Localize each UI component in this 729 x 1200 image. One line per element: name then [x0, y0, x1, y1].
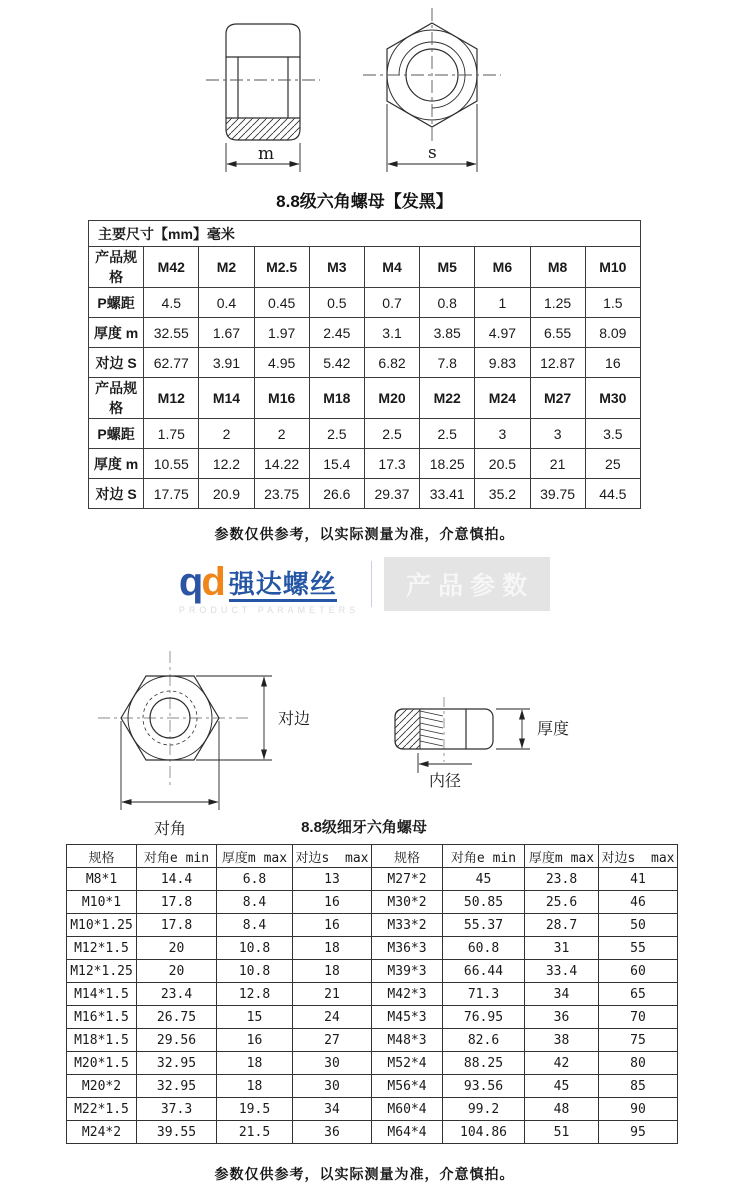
- value-cell: 62.77: [144, 348, 199, 378]
- value-cell: 90: [599, 1098, 678, 1121]
- value-cell: 44.5: [585, 479, 640, 509]
- value-cell: M24: [475, 378, 530, 419]
- dim-label-s: s: [428, 143, 437, 163]
- dim-label-across-flats: 对边: [278, 711, 311, 728]
- spec-row: [89, 247, 641, 288]
- value-cell: 2: [199, 419, 254, 449]
- column-header-cell: 规格: [372, 845, 443, 868]
- coarse-nut-technical-drawing: [0, 0, 729, 185]
- row-label-cell: 对边 S: [89, 479, 144, 509]
- value-cell: 0.5: [309, 288, 364, 318]
- value-cell: 50.85: [443, 891, 525, 914]
- fine-nut-technical-drawing: [0, 633, 729, 838]
- value-cell: M10: [585, 247, 640, 288]
- value-cell: 85: [599, 1075, 678, 1098]
- value-cell: M16: [254, 378, 309, 419]
- value-cell: 36: [293, 1121, 372, 1144]
- spec-row: [89, 348, 641, 378]
- spec-row: [67, 891, 678, 914]
- value-cell: 7.8: [420, 348, 475, 378]
- value-cell: M27: [530, 378, 585, 419]
- value-cell: 29.56: [137, 1029, 217, 1052]
- value-cell: 3.1: [364, 318, 419, 348]
- value-cell: 18: [293, 960, 372, 983]
- value-cell: 1.5: [585, 288, 640, 318]
- value-cell: 41: [599, 868, 678, 891]
- fine-thread-spec-table: [66, 844, 678, 1144]
- value-cell: 17.8: [137, 891, 217, 914]
- value-cell: 45: [443, 868, 525, 891]
- column-header-cell: 对角e min: [137, 845, 217, 868]
- value-cell: 3.91: [199, 348, 254, 378]
- value-cell: 18: [217, 1052, 293, 1075]
- value-cell: 4.97: [475, 318, 530, 348]
- value-cell: 20: [137, 960, 217, 983]
- coarse-thread-spec-table: [88, 220, 641, 509]
- dim-label-inner-diameter: 内径: [428, 773, 462, 790]
- value-cell: 17.75: [144, 479, 199, 509]
- value-cell: 50: [599, 914, 678, 937]
- value-cell: 0.8: [420, 288, 475, 318]
- value-cell: M14: [199, 378, 254, 419]
- value-cell: 27: [293, 1029, 372, 1052]
- size-spec-cell: M12*1.5: [67, 937, 137, 960]
- value-cell: 2: [254, 419, 309, 449]
- value-cell: 42: [525, 1052, 599, 1075]
- spec-row: [67, 1075, 678, 1098]
- value-cell: 99.2: [443, 1098, 525, 1121]
- value-cell: M3: [309, 247, 364, 288]
- size-spec-cell: M22*1.5: [67, 1098, 137, 1121]
- value-cell: 25: [585, 449, 640, 479]
- size-spec-cell: M12*1.25: [67, 960, 137, 983]
- spec-row: [67, 1121, 678, 1144]
- logo-letter-d: d: [201, 559, 226, 604]
- value-cell: 33.4: [525, 960, 599, 983]
- value-cell: 5.42: [309, 348, 364, 378]
- column-header-cell: 厚度m max: [217, 845, 293, 868]
- value-cell: 19.5: [217, 1098, 293, 1121]
- value-cell: 30: [293, 1075, 372, 1098]
- value-cell: 39.55: [137, 1121, 217, 1144]
- nut-side-view: [226, 24, 300, 140]
- spec-row: [89, 318, 641, 348]
- value-cell: 26.75: [137, 1006, 217, 1029]
- spec-row: [89, 449, 641, 479]
- dim-label-m: m: [258, 144, 275, 164]
- table-caption: 主要尺寸【mm】毫米: [89, 221, 641, 247]
- size-spec-cell: M42*3: [372, 983, 443, 1006]
- value-cell: 88.25: [443, 1052, 525, 1075]
- value-cell: 29.37: [364, 479, 419, 509]
- size-spec-cell: M56*4: [372, 1075, 443, 1098]
- value-cell: M12: [144, 378, 199, 419]
- column-header-cell: 规格: [67, 845, 137, 868]
- value-cell: 37.3: [137, 1098, 217, 1121]
- spec-row: [67, 914, 678, 937]
- spec-row: [89, 419, 641, 449]
- disclaimer-note-bottom: 参数仅供参考，以实际测量为准，介意慎拍。: [214, 1166, 515, 1182]
- dimension-thickness: [496, 709, 530, 749]
- value-cell: 55: [599, 937, 678, 960]
- value-cell: 6.82: [364, 348, 419, 378]
- value-cell: 32.95: [137, 1075, 217, 1098]
- dim-label-across-corners: 对角: [153, 821, 187, 838]
- dim-label-thickness: 厚度: [537, 721, 570, 738]
- value-cell: 3.5: [585, 419, 640, 449]
- spec-row: [89, 288, 641, 318]
- value-cell: 1: [475, 288, 530, 318]
- value-cell: 0.45: [254, 288, 309, 318]
- value-cell: 1.67: [199, 318, 254, 348]
- value-cell: 20: [137, 937, 217, 960]
- spec-row: [67, 1098, 678, 1121]
- spec-row: [89, 479, 641, 509]
- value-cell: 76.95: [443, 1006, 525, 1029]
- value-cell: 17.8: [137, 914, 217, 937]
- value-cell: 6.8: [217, 868, 293, 891]
- spec-row: [67, 937, 678, 960]
- value-cell: M18: [309, 378, 364, 419]
- size-spec-cell: M33*2: [372, 914, 443, 937]
- size-spec-cell: M39*3: [372, 960, 443, 983]
- spec-row: [67, 1029, 678, 1052]
- value-cell: 16: [217, 1029, 293, 1052]
- value-cell: 3: [530, 419, 585, 449]
- value-cell: 3: [475, 419, 530, 449]
- dimension-inner-diameter: [418, 753, 472, 773]
- value-cell: M5: [420, 247, 475, 288]
- value-cell: 32.95: [137, 1052, 217, 1075]
- value-cell: M6: [475, 247, 530, 288]
- value-cell: M8: [530, 247, 585, 288]
- column-header-cell: 对边s max: [599, 845, 678, 868]
- value-cell: 60.8: [443, 937, 525, 960]
- value-cell: 34: [525, 983, 599, 1006]
- size-spec-cell: M45*3: [372, 1006, 443, 1029]
- size-spec-cell: M10*1.25: [67, 914, 137, 937]
- value-cell: 18: [217, 1075, 293, 1098]
- brand-logo: [178, 559, 360, 615]
- value-cell: 23.8: [525, 868, 599, 891]
- value-cell: 93.56: [443, 1075, 525, 1098]
- size-spec-cell: M64*4: [372, 1121, 443, 1144]
- size-spec-cell: M18*1.5: [67, 1029, 137, 1052]
- spec-row: [67, 983, 678, 1006]
- value-cell: 9.83: [475, 348, 530, 378]
- value-cell: 95: [599, 1121, 678, 1144]
- size-spec-cell: M10*1: [67, 891, 137, 914]
- value-cell: 1.75: [144, 419, 199, 449]
- value-cell: 1.25: [530, 288, 585, 318]
- value-cell: 0.4: [199, 288, 254, 318]
- value-cell: 21: [293, 983, 372, 1006]
- value-cell: 25.6: [525, 891, 599, 914]
- value-cell: 2.5: [309, 419, 364, 449]
- value-cell: 45: [525, 1075, 599, 1098]
- value-cell: 36: [525, 1006, 599, 1029]
- value-cell: 12.2: [199, 449, 254, 479]
- row-label-cell: 产品规格: [89, 247, 144, 288]
- value-cell: 10.8: [217, 960, 293, 983]
- fine-table-header: [67, 845, 678, 868]
- row-label-cell: 对边 S: [89, 348, 144, 378]
- spec-row: [67, 960, 678, 983]
- row-label-cell: 产品规格: [89, 378, 144, 419]
- value-cell: 30: [293, 1052, 372, 1075]
- value-cell: 16: [293, 914, 372, 937]
- value-cell: 31: [525, 937, 599, 960]
- brand-name-cn: 强达螺丝: [229, 571, 337, 602]
- value-cell: 14.22: [254, 449, 309, 479]
- value-cell: 0.7: [364, 288, 419, 318]
- value-cell: 12.8: [217, 983, 293, 1006]
- section-banner-label: 产品参数: [384, 557, 550, 611]
- value-cell: 4.5: [144, 288, 199, 318]
- size-spec-cell: M16*1.5: [67, 1006, 137, 1029]
- value-cell: 2.45: [309, 318, 364, 348]
- value-cell: 10.55: [144, 449, 199, 479]
- value-cell: 39.75: [530, 479, 585, 509]
- column-header-cell: 对角e min: [443, 845, 525, 868]
- size-spec-cell: M36*3: [372, 937, 443, 960]
- column-header-cell: 厚度m max: [525, 845, 599, 868]
- value-cell: M2: [199, 247, 254, 288]
- spec-row: [67, 1052, 678, 1075]
- row-label-cell: 厚度 m: [89, 449, 144, 479]
- value-cell: M42: [144, 247, 199, 288]
- coarse-section-title: 8.8级六角螺母【发黑】: [276, 192, 453, 211]
- row-label-cell: P螺距: [89, 419, 144, 449]
- value-cell: 65: [599, 983, 678, 1006]
- row-label-cell: P螺距: [89, 288, 144, 318]
- value-cell: 13: [293, 868, 372, 891]
- value-cell: 20.9: [199, 479, 254, 509]
- value-cell: 1.97: [254, 318, 309, 348]
- value-cell: 15: [217, 1006, 293, 1029]
- dimension-across-corners: [121, 721, 219, 810]
- value-cell: 14.4: [137, 868, 217, 891]
- value-cell: 21: [530, 449, 585, 479]
- brand-banner: [0, 559, 729, 617]
- value-cell: 16: [585, 348, 640, 378]
- value-cell: 20.5: [475, 449, 530, 479]
- value-cell: 8.4: [217, 891, 293, 914]
- value-cell: 18.25: [420, 449, 475, 479]
- value-cell: 70: [599, 1006, 678, 1029]
- value-cell: 60: [599, 960, 678, 983]
- value-cell: 23.75: [254, 479, 309, 509]
- value-cell: 55.37: [443, 914, 525, 937]
- value-cell: M2.5: [254, 247, 309, 288]
- fine-section-title: 8.8级细牙六角螺母: [301, 819, 427, 836]
- spec-row: [67, 868, 678, 891]
- value-cell: 17.3: [364, 449, 419, 479]
- value-cell: 18: [293, 937, 372, 960]
- value-cell: M4: [364, 247, 419, 288]
- value-cell: 23.4: [137, 983, 217, 1006]
- size-spec-cell: M60*4: [372, 1098, 443, 1121]
- logo-letter-q: q: [178, 559, 202, 604]
- centerlines: [363, 8, 501, 142]
- value-cell: 80: [599, 1052, 678, 1075]
- table-caption-row: [89, 221, 641, 247]
- value-cell: 35.2: [475, 479, 530, 509]
- value-cell: 32.55: [144, 318, 199, 348]
- size-spec-cell: M48*3: [372, 1029, 443, 1052]
- value-cell: 24: [293, 1006, 372, 1029]
- brand-divider: [371, 561, 372, 607]
- value-cell: M30: [585, 378, 640, 419]
- size-spec-cell: M30*2: [372, 891, 443, 914]
- value-cell: 6.55: [530, 318, 585, 348]
- value-cell: 21.5: [217, 1121, 293, 1144]
- value-cell: 16: [293, 891, 372, 914]
- size-spec-cell: M24*2: [67, 1121, 137, 1144]
- value-cell: 48: [525, 1098, 599, 1121]
- value-cell: 2.5: [364, 419, 419, 449]
- spec-row: [67, 1006, 678, 1029]
- value-cell: 51: [525, 1121, 599, 1144]
- value-cell: 46: [599, 891, 678, 914]
- size-spec-cell: M14*1.5: [67, 983, 137, 1006]
- value-cell: 38: [525, 1029, 599, 1052]
- size-spec-cell: M52*4: [372, 1052, 443, 1075]
- header-row: [67, 845, 678, 868]
- value-cell: 4.95: [254, 348, 309, 378]
- value-cell: 26.6: [309, 479, 364, 509]
- spec-row: [89, 378, 641, 419]
- value-cell: 15.4: [309, 449, 364, 479]
- brand-name-en: PRODUCT PARAMETERS: [178, 604, 360, 615]
- value-cell: 75: [599, 1029, 678, 1052]
- value-cell: 8.4: [217, 914, 293, 937]
- column-header-cell: 对边s max: [293, 845, 372, 868]
- value-cell: 104.86: [443, 1121, 525, 1144]
- value-cell: 3.85: [420, 318, 475, 348]
- value-cell: M22: [420, 378, 475, 419]
- value-cell: 33.41: [420, 479, 475, 509]
- value-cell: 12.87: [530, 348, 585, 378]
- value-cell: 66.44: [443, 960, 525, 983]
- size-spec-cell: M20*1.5: [67, 1052, 137, 1075]
- value-cell: 28.7: [525, 914, 599, 937]
- size-spec-cell: M8*1: [67, 868, 137, 891]
- size-spec-cell: M27*2: [372, 868, 443, 891]
- size-spec-cell: M20*2: [67, 1075, 137, 1098]
- value-cell: 34: [293, 1098, 372, 1121]
- value-cell: 82.6: [443, 1029, 525, 1052]
- value-cell: 2.5: [420, 419, 475, 449]
- value-cell: 71.3: [443, 983, 525, 1006]
- value-cell: M20: [364, 378, 419, 419]
- row-label-cell: 厚度 m: [89, 318, 144, 348]
- value-cell: 8.09: [585, 318, 640, 348]
- value-cell: 10.8: [217, 937, 293, 960]
- disclaimer-note-top: 参数仅供参考，以实际测量为准，介意慎拍。: [214, 526, 515, 542]
